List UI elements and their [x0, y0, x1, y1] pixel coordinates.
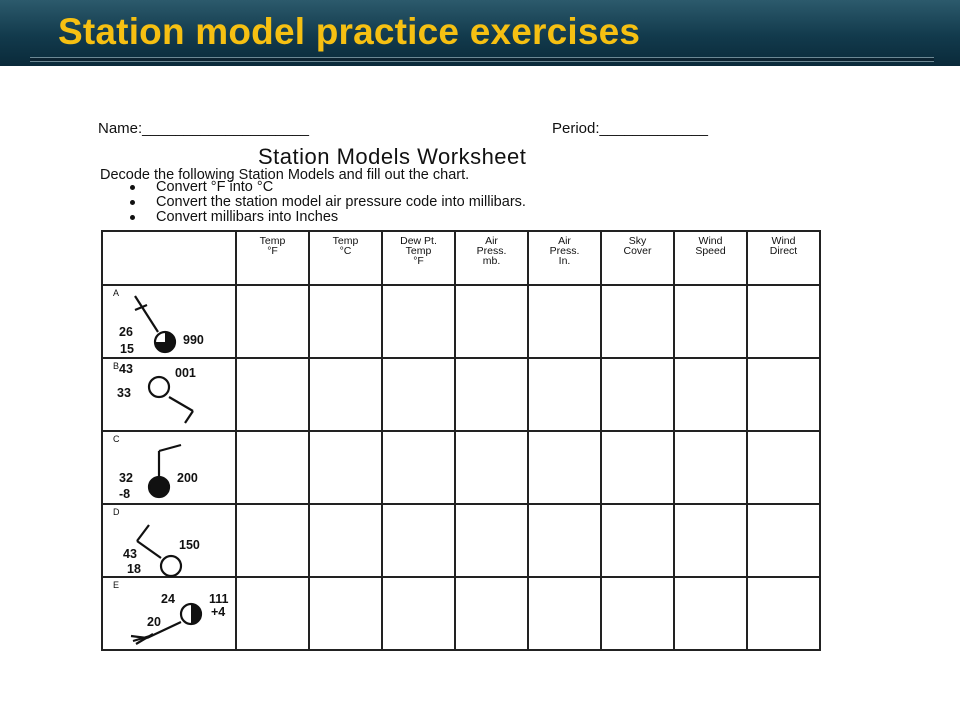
answer-cell — [674, 431, 747, 504]
answer-cell — [528, 504, 601, 577]
answer-cell — [747, 431, 820, 504]
table-row — [102, 504, 820, 577]
instruction-item: Convert millibars into Inches — [126, 210, 526, 225]
station-pressure-label: 001 — [175, 366, 196, 380]
wind-barb-line — [159, 445, 181, 451]
column-header: Wind Direct — [747, 231, 820, 285]
answer-cell — [601, 431, 674, 504]
table-row — [102, 577, 820, 650]
worksheet-title: Station Models Worksheet — [258, 144, 527, 169]
column-header: Sky Cover — [601, 231, 674, 285]
answer-cell — [236, 577, 309, 650]
station-model-cell — [102, 285, 236, 358]
station-dew-label: 33 — [117, 386, 131, 400]
answer-cell — [382, 504, 455, 577]
table-row — [102, 431, 820, 504]
wind-barb-line — [169, 397, 193, 411]
column-header: Temp °F — [236, 231, 309, 285]
table-row — [102, 358, 820, 431]
column-header: Temp °C — [309, 231, 382, 285]
answer-cell — [455, 285, 528, 358]
answer-cell — [674, 577, 747, 650]
answer-cell — [236, 504, 309, 577]
table-row — [102, 285, 820, 358]
answer-cell — [236, 285, 309, 358]
column-header: Wind Speed — [674, 231, 747, 285]
answer-cell — [674, 504, 747, 577]
sky-cover-circle — [149, 377, 169, 397]
row-letter: E — [113, 580, 120, 590]
answer-cell — [674, 358, 747, 431]
answer-cell — [455, 431, 528, 504]
bullet-icon — [130, 215, 135, 220]
station-dew-label: 15 — [120, 342, 134, 356]
answer-cell — [236, 358, 309, 431]
answer-cell — [528, 431, 601, 504]
station-dew-label: -8 — [119, 487, 131, 501]
answer-cell — [528, 358, 601, 431]
station-temp-label: 43 — [119, 362, 133, 376]
answer-cell — [309, 504, 382, 577]
title-divider — [30, 57, 934, 62]
answer-cell — [747, 285, 820, 358]
table-header-row — [102, 231, 820, 285]
worksheet-instruction: Decode the following Station Models and fill out the chart. — [100, 167, 470, 183]
bullet-icon — [130, 185, 135, 190]
answer-cell — [236, 431, 309, 504]
row-letter: B — [113, 361, 120, 371]
answer-cell — [601, 358, 674, 431]
station-pressure-label: 150 — [179, 538, 200, 552]
station-pressure-label: 200 — [177, 471, 198, 485]
instruction-item: Convert the station model air pressure code into millibars. — [126, 195, 526, 210]
instruction-item: Convert °F into °C — [126, 180, 526, 195]
answer-cell — [455, 577, 528, 650]
answer-cell — [309, 358, 382, 431]
sky-cover-circle — [161, 556, 181, 576]
answer-cell — [455, 358, 528, 431]
station-model-cell — [102, 431, 236, 504]
answer-cell — [747, 577, 820, 650]
station-model-icon — [103, 359, 237, 432]
answer-cell — [309, 577, 382, 650]
column-header: Air Press. In. — [528, 231, 601, 285]
station-model-icon — [103, 432, 237, 505]
name-field-label: Name:____________________ — [98, 120, 310, 137]
answer-cell — [601, 285, 674, 358]
row-letter: D — [113, 507, 120, 517]
station-model-cell — [102, 577, 236, 650]
station-model-icon — [103, 578, 237, 651]
station-temp-label: 26 — [119, 325, 133, 339]
answer-cell — [528, 285, 601, 358]
station-temp-label: 32 — [119, 471, 133, 485]
answer-cell — [382, 285, 455, 358]
station-model-icon — [103, 505, 237, 578]
sky-cover-circle — [149, 477, 169, 497]
answer-cell — [674, 285, 747, 358]
station-temp-label: 43 — [123, 547, 137, 561]
answer-cell — [455, 504, 528, 577]
column-header: Air Press. mb. — [455, 231, 528, 285]
station-tendency-label: +4 — [211, 605, 226, 619]
row-letter: A — [113, 288, 120, 298]
station-temp-label: 24 — [161, 592, 175, 606]
station-model-cell — [102, 358, 236, 431]
answer-cell — [309, 431, 382, 504]
instruction-list — [126, 180, 526, 225]
station-model-icon — [103, 286, 237, 359]
wind-barb-line — [135, 296, 158, 332]
answer-cell — [382, 431, 455, 504]
answer-cell — [747, 504, 820, 577]
row-letter: C — [113, 434, 120, 444]
station-dew-label: 20 — [147, 615, 161, 629]
answer-cell — [601, 577, 674, 650]
answer-cell — [747, 358, 820, 431]
station-pressure-label: 111 — [209, 592, 229, 606]
wind-barb-line — [137, 541, 161, 558]
station-model-cell — [102, 504, 236, 577]
station-dew-label: 18 — [127, 562, 141, 576]
answer-cell — [528, 577, 601, 650]
header-cell-blank — [102, 231, 236, 285]
column-header: Dew Pt. Temp °F — [382, 231, 455, 285]
station-model-table — [101, 230, 821, 651]
answer-cell — [601, 504, 674, 577]
period-field-label: Period:_____________ — [552, 120, 708, 137]
wind-barb-line — [185, 411, 193, 423]
answer-cell — [309, 285, 382, 358]
answer-cell — [382, 358, 455, 431]
slide-title: Station model practice exercises — [58, 11, 641, 52]
wind-barb-line — [137, 525, 149, 541]
bullet-icon — [130, 200, 135, 205]
station-pressure-label: 990 — [183, 333, 204, 347]
answer-cell — [382, 577, 455, 650]
